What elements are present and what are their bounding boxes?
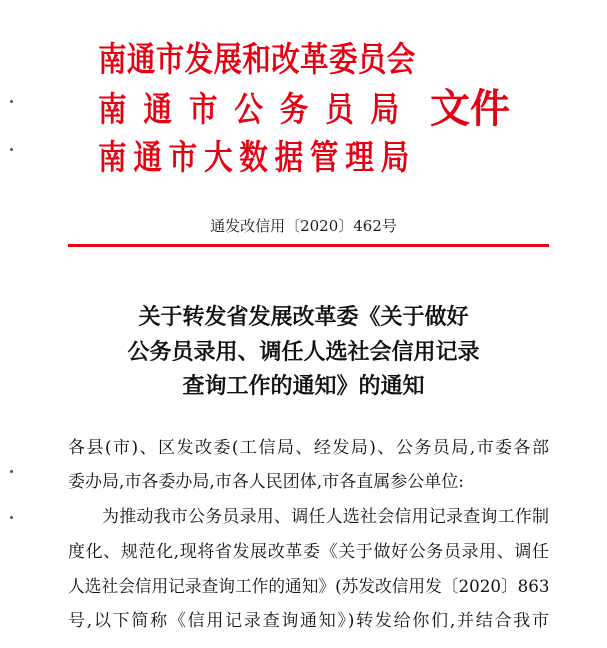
notice-title-line-1: 关于转发省发展改革委《关于做好	[138, 305, 469, 330]
body-paragraph-line-3: 人选社会信用记录查询工作的通知》(苏发改信用发〔2020〕863	[68, 577, 550, 597]
document-label: 文件	[430, 86, 510, 132]
scan-artifact-dot	[10, 516, 13, 519]
issuing-agency-development-reform: 南通市发展和改革委员会	[98, 40, 416, 80]
scan-artifact-dot	[10, 100, 13, 103]
body-paragraph-line-1: 为推动我市公务员录用、调任人选社会信用记录查询工作制	[102, 507, 549, 527]
recipients-line-1: 各县(市)、区发改委(工信局、经发局)、公务员局,市委各部	[68, 438, 549, 458]
issuing-agency-big-data: 南通市大数据管理局	[98, 138, 416, 178]
scan-artifact-dot	[10, 148, 13, 151]
document-number: 通发改信用〔2020〕462号	[210, 217, 397, 235]
red-separator-line	[68, 244, 549, 247]
body-paragraph-line-4: 号,以下简称《信用记录查询通知》)转发给你们,并结合我市	[68, 611, 549, 631]
issuing-agency-civil-service: 南通市公务员局	[98, 90, 416, 130]
notice-title-line-3: 查询工作的通知》的通知	[182, 374, 425, 399]
body-paragraph-line-2: 度化、规范化,现将省发展改革委《关于做好公务员录用、调任	[68, 542, 549, 562]
notice-title-line-2: 公务员录用、调任人选社会信用记录	[127, 340, 480, 365]
scan-artifact-dot	[10, 470, 13, 473]
recipients-line-2: 委办局,市各委办局,市各人民团体,市各直属参公单位:	[68, 472, 464, 492]
